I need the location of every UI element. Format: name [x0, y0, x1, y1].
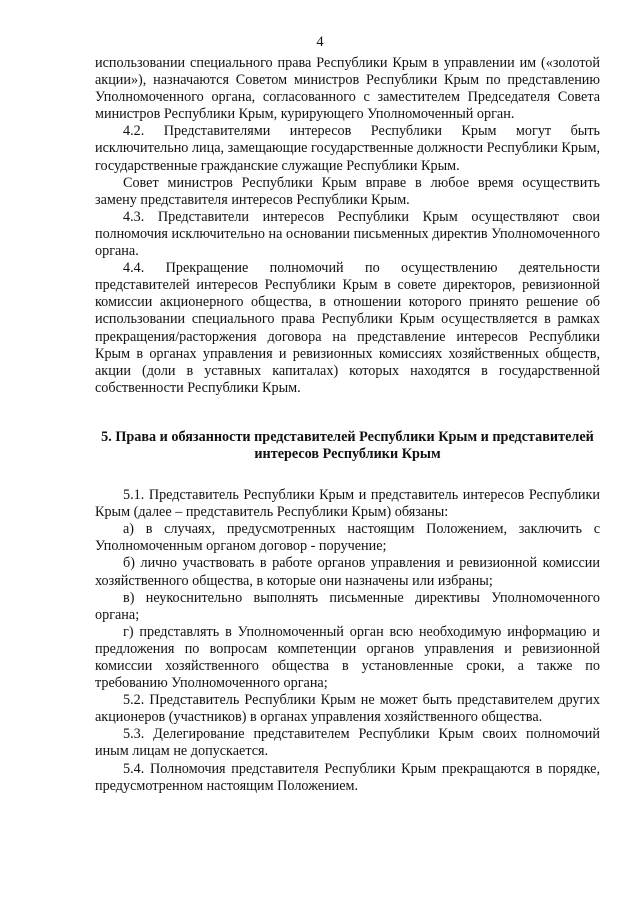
- document-body: [95, 55, 600, 795]
- page-number: 4: [316, 34, 324, 50]
- paragraph-5-1-v: в) неукоснительно выполнять письменные директивы Уполномоченного органа;: [95, 589, 600, 623]
- paragraph-5-1: 5.1. Представитель Республики Крым и представитель интересов Республики Крым (далее – представитель Республики Крым) обязаны:: [95, 487, 600, 521]
- section-5-heading: 5. Права и обязанности представителей Республики Крым и представителей интересов Республики Крым: [101, 428, 594, 462]
- paragraph-continuation: использовании специального права Республики Крым в управлении им («золотой акции»), назначаются Советом министров Республики Крым по представлению Уполномоченного органа, согласованного с заместителем Председателя Совета министров Республики Крым, курирующего Уполномоченный орган.: [95, 55, 600, 123]
- paragraph-council-replacement: Совет министров Республики Крым вправе в любое время осуществить замену представителя интересов Республики Крым.: [95, 174, 600, 208]
- paragraph-4-3: 4.3. Представители интересов Республики Крым осуществляют свои полномочия исключительно на основании письменных директив Уполномоченного органа.: [95, 208, 600, 260]
- paragraph-4-4: 4.4. Прекращение полномочий по осуществлению деятельности представителей интересов Республики Крым в совете директоров, ревизионной комиссии акционерного общества, в отношении которого принято решение об использовании специального права Республики Крым осуществляется в рамках прекращения/расторжения договора на представление интересов Республики Крым в органах управления и ревизионных комиссиях хозяйственных обществ, акции (доли в уставных капиталах) которых находятся в государственной собственности Республики Крым.: [95, 260, 600, 396]
- paragraph-5-3: 5.3. Делегирование представителем Республики Крым своих полномочий иным лицам не допускается.: [95, 726, 600, 760]
- paragraph-5-1-a: а) в случаях, предусмотренных настоящим Положением, заключить с Уполномоченным органом договор - поручение;: [95, 521, 600, 555]
- paragraph-5-2: 5.2. Представитель Республики Крым не может быть представителем других акционеров (участников) в органах управления хозяйственного общества.: [95, 692, 600, 726]
- paragraph-5-4: 5.4. Полномочия представителя Республики Крым прекращаются в порядке, предусмотренном настоящим Положением.: [95, 760, 600, 794]
- paragraph-4-2: 4.2. Представителями интересов Республики Крым могут быть исключительно лица, замещающие государственные должности Республики Крым, государственные гражданские служащие Республики Крым.: [95, 123, 600, 174]
- paragraph-5-1-b: б) лично участвовать в работе органов управления и ревизионной комиссии хозяйственного общества, в которые они назначены или избраны;: [95, 555, 600, 589]
- paragraph-5-1-g: г) представлять в Уполномоченный орган всю необходимую информацию и предложения по вопросам компетенции органов управления и ревизионной комиссии хозяйственного общества в установленные сроки, а также по требованию Уполномоченного органа;: [95, 623, 600, 692]
